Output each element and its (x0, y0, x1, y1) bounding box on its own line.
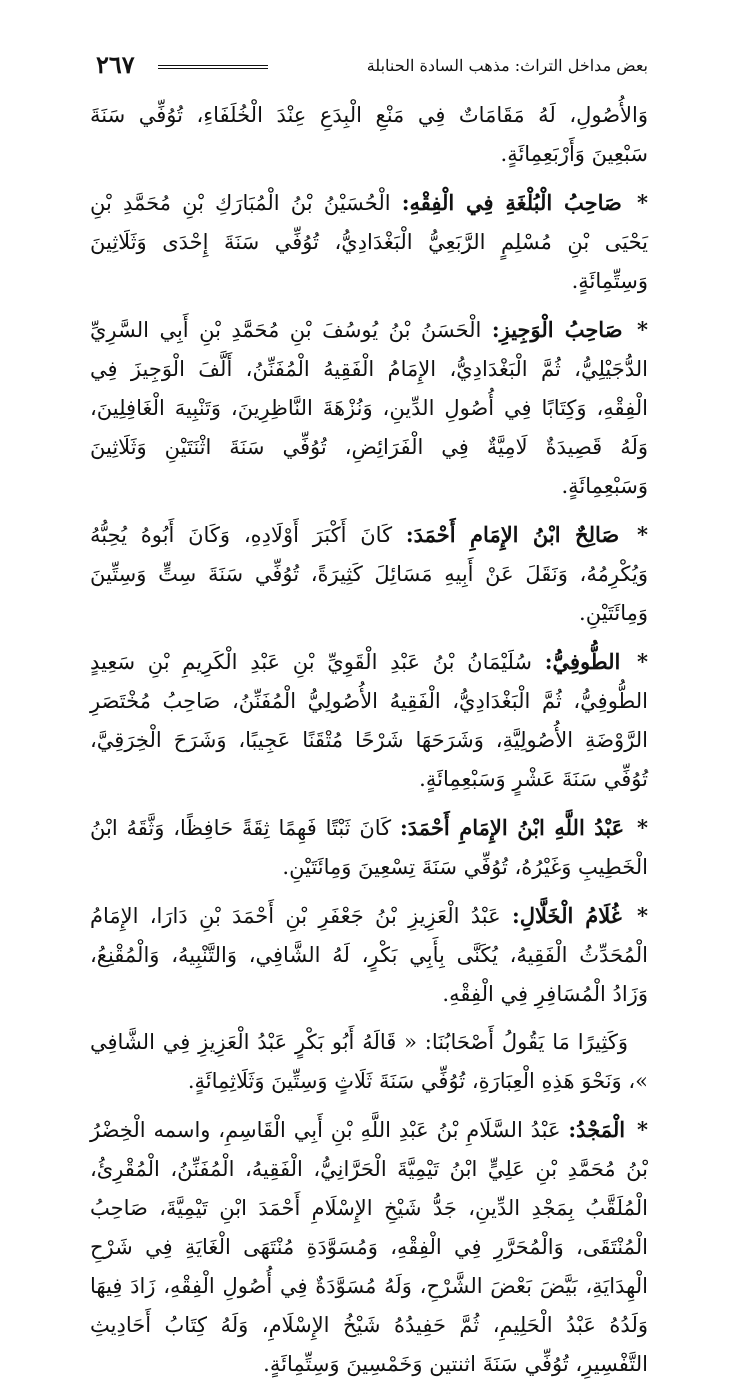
entry-heading: عَبْدُ اللَّهِ ابْنُ الإِمَامِ أَحْمَدَ: (400, 815, 625, 840)
entry-bullet: * (637, 317, 648, 342)
entry-bullet: * (637, 649, 648, 674)
entry-heading: الطُّوفِيُّ: (544, 649, 621, 674)
entry-text: عَبْدُ السَّلَامِ بْنُ عَبْدِ اللَّهِ بْنِ أَبِي الْقَاسِمِ، واسمه الْخِضْرُ بْنُ مُحَمَّدِ بْنِ عَلِيٍّ ابْنُ تَيْمِيَّةَ الْحَرَّانِيُّ، الْفَقِيهُ، الْمُفَنِّنُ، الْمُقْرِئُ، الْمُلَقَّبُ بِمَجْدِ الدِّينِ، جَدُّ شَيْخِ الإِسْلَامِ أَحْمَدَ ابْنِ تَيْمِيَّةَ، صَاحِبُ الْمُنْتَقَى، وَالْمُحَرَّرِ فِي الْفِقْهِ، وَمُسَوَّدَةِ مُنْتَهَى الْغَايَةِ فِي شَرْحِ الْهِدَايَةِ، بَيَّضَ بَعْضَ الشَّرْحِ، وَلَهُ مُسَوَّدَةٌ فِي أُصُولِ الْفِقْهِ، زَادَ فِيهَا وَلَدُهُ عَبْدُ الْحَلِيمِ، ثُمَّ حَفِيدُهُ شَيْخُ الإِسْلَامِ، وَلَهُ كِتَابُ أَحَادِيثِ التَّفْسِيرِ، تُوُفِّي سَنَةَ اثنتين وَخَمْسِينَ وَسِتِّمِائَةٍ. (90, 1118, 648, 1376)
entry-text: كَانَ ثَبْتًا فَهِمًا ثِقَةً حَافِظًا، وَثَّقَهُ ابْنُ الْخَطِيبِ وَغَيْرُهُ، تُوُفِّي سَنَةَ تِسْعِينَ وَمِائَتَيْنِ. (90, 816, 648, 879)
entry-text: الْحَسَنُ بْنُ يُوسُفَ بْنِ مُحَمَّدِ بْنِ أَبِي السَّرِيِّ الدُّجَيْلِيُّ، ثُمَّ الْبَغْدَادِيُّ، الإِمَامُ الْفَقِيهُ الْمُفَنِّنُ، أَلَّفَ الْوَجِيزَ فِي الْفِقْهِ، وَكِتَابًا فِي أُصُولِ الدِّينِ، وَنُزْهَةَ النَّاظِرِينَ، وَتَنْبِيهَ الْغَافِلِينَ، وَلَهُ قَصِيدَةٌ لَامِيَّةٌ فِي الْفَرَائِضِ، تُوُفِّي سَنَةَ اثْنَتَيْنِ وَثَلَاثِينَ وَسَبْعِمِائَةٍ. (90, 318, 648, 498)
entry-bullet: * (637, 522, 648, 547)
entry-text: وَالأُصُولِ، لَهُ مَقَامَاتٌ فِي مَنْعِ الْبِدَعِ عِنْدَ الْخُلَفَاءِ، تُوُفِّي سَنَةَ سَبْعِينَ وَأَرْبَعِمِائَةٍ. (90, 103, 648, 166)
entry-text: عَبْدُ الْعَزِيزِ بْنُ جَعْفَرِ بْنِ أَحْمَدَ بْنِ دَارَا، الإِمَامُ الْمُحَدِّثُ الْفَقِيهُ، يُكَنَّى بِأَبِي بَكْرٍ، لَهُ الشَّافِي، وَالتَّنْبِيهُ، وَالْمُقْنِعُ، وَزَادُ الْمُسَافِرِ فِي الْفِقْهِ. (90, 904, 648, 1006)
entry-bullet: * (637, 903, 648, 928)
page-number: ٢٦٧ (96, 50, 135, 79)
entry-heading: صَاحِبُ الْوَجِيزِ: (491, 317, 623, 342)
entry-paragraph (90, 183, 648, 301)
entry-paragraph (90, 515, 648, 633)
entry-heading: الْمَجْدُ: (568, 1117, 626, 1142)
page-body (90, 96, 648, 1393)
entry-heading: صَالِحٌ ابْنُ الإِمَامِ أَحْمَدَ: (405, 522, 620, 547)
entry-paragraph (90, 1023, 648, 1101)
entry-bullet: * (637, 1117, 648, 1142)
entry-paragraph (90, 310, 648, 506)
entry-text: الْحُسَيْنُ بْنُ الْمُبَارَكِ بْنِ مُحَمَّدِ بْنِ يَحْيَى بْنِ مُسْلِمٍ الرَّبَعِيُّ الْبَغْدَادِيُّ، تُوُفِّي سَنَةَ إِحْدَى وَثَلَاثِينَ وَسِتِّمِائَةٍ. (90, 191, 648, 293)
entry-bullet: * (637, 815, 649, 840)
running-title: بعض مداخل التراث: مذهب السادة الحنابلة (366, 56, 648, 75)
entry-text: سُلَيْمَانُ بْنُ عَبْدِ الْقَوِيِّ بْنِ عَبْدِ الْكَرِيمِ بْنِ سَعِيدٍ الطُّوفِيُّ، ثُمَّ الْبَغْدَادِيُّ، الْفَقِيهُ الأُصُولِيُّ الْمُفَنِّنُ، صَاحِبُ مُخْتَصَرِ الرَّوْضَةِ الأُصُولِيَّةِ، وَشَرَحَهَا شَرْحًا مُتْقَنًا عَجِيبًا، وَشَرَحَ الْخِرَقِيَّ، تُوُفِّي سَنَةَ عَشْرٍ وَسَبْعِمِائَةٍ. (90, 650, 648, 791)
header-rule (158, 65, 268, 69)
entry-paragraph (90, 896, 648, 1014)
entry-paragraph (90, 96, 648, 174)
entry-heading: غُلَامُ الْخَلَّالِ: (511, 903, 622, 928)
entry-paragraph (90, 808, 648, 887)
entry-text: كَانَ أَكْبَرَ أَوْلَادِهِ، وَكَانَ أَبُوهُ يُحِبُّهُ وَيُكْرِمُهُ، وَنَقَلَ عَنْ أَبِيهِ مَسَائِلَ كَثِيرَةً، تُوُفِّي سَنَةَ سِتٍّ وَسِتِّينَ وَمِائَتَيْنِ. (90, 523, 648, 625)
entry-paragraph (90, 1110, 648, 1384)
entry-paragraph (90, 642, 648, 799)
entry-bullet: * (637, 190, 648, 215)
page-header (96, 50, 648, 82)
entry-heading: صَاحِبُ الْبُلْغَةِ فِي الْفِقْهِ: (401, 190, 622, 215)
entry-text: وَكَثِيرًا مَا يَقُولُ أَصْحَابُنَا: « قَالَهُ أَبُو بَكْرٍ عَبْدُ الْعَزِيزِ فِي الشَّافِي »، وَنَحْوَ هَذِهِ الْعِبَارَةِ، تُوُفِّي سَنَةَ ثَلَاثٍ وَسِتِّينَ وَثَلَاثِمِائَةٍ. (90, 1030, 648, 1093)
